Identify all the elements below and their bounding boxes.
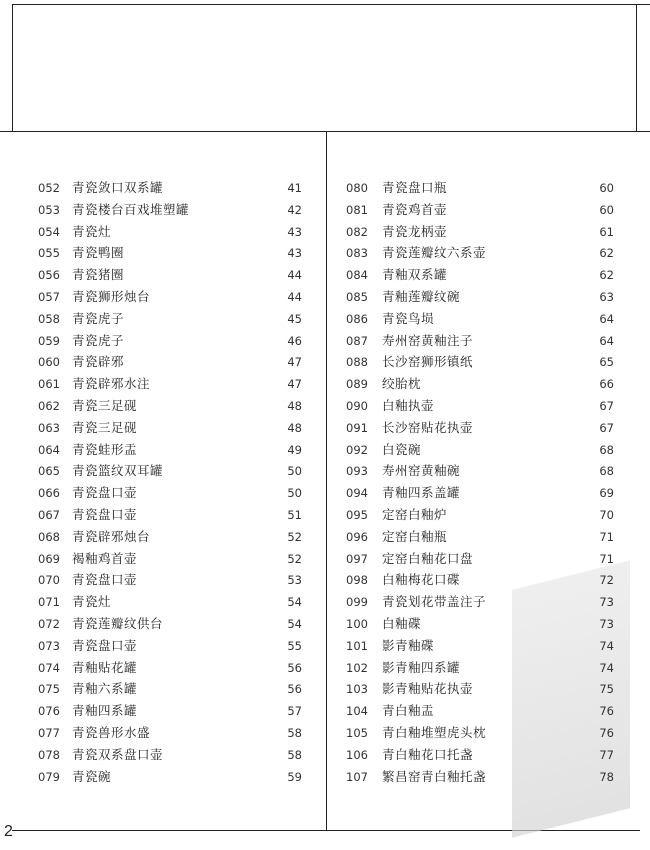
entry-title: 青瓷灶 — [72, 223, 112, 239]
entry-number: 094 — [346, 486, 368, 501]
entry-title: 青白釉盂 — [382, 703, 435, 719]
toc-entry — [346, 200, 614, 220]
toc-entry — [346, 265, 614, 285]
entry-number: 081 — [346, 202, 368, 217]
entry-page: 52 — [287, 529, 302, 544]
toc-entry — [38, 767, 302, 787]
entry-title: 青瓷鸭圈 — [72, 245, 125, 261]
entry-number: 071 — [38, 595, 60, 610]
entry-page: 65 — [599, 355, 614, 370]
entry-page: 66 — [599, 377, 614, 392]
entry-number: 075 — [38, 682, 60, 697]
entry-number: 079 — [38, 769, 60, 784]
entry-page: 60 — [599, 181, 614, 195]
toc-entry — [346, 396, 614, 416]
entry-title: 青瓷莲瓣纹六系壶 — [382, 245, 487, 261]
page-number: 2 — [4, 823, 13, 840]
entry-number: 099 — [346, 595, 368, 610]
entry-page: 70 — [599, 508, 614, 522]
toc-entry — [346, 178, 614, 198]
entry-page: 48 — [287, 420, 302, 435]
entry-page: 57 — [287, 704, 302, 719]
entry-number: 065 — [38, 464, 60, 479]
entry-title: 影青釉贴花执壶 — [382, 681, 474, 697]
toc-entry — [346, 570, 614, 590]
entry-page: 55 — [287, 638, 302, 653]
column-divider — [326, 131, 327, 831]
entry-number: 086 — [346, 311, 368, 326]
footer-divider — [12, 830, 640, 831]
entry-title: 青釉贴花罐 — [72, 659, 138, 675]
entry-title: 青瓷盘口瓶 — [382, 180, 448, 195]
entry-page: 74 — [599, 660, 614, 675]
entry-page: 64 — [599, 333, 614, 348]
entry-title: 青瓷双系盘口壶 — [72, 746, 164, 762]
entry-number: 070 — [38, 573, 60, 588]
entry-page: 67 — [599, 399, 614, 413]
entry-number: 055 — [38, 246, 60, 261]
toc-entry — [38, 200, 302, 220]
entry-title: 青瓷敛口双系罐 — [72, 180, 164, 195]
toc-entry — [346, 483, 614, 503]
entry-number: 064 — [38, 442, 60, 457]
toc-entry — [38, 396, 302, 416]
entry-title: 青瓷篮纹双耳罐 — [72, 463, 164, 479]
entry-page: 74 — [599, 638, 614, 653]
entry-number: 098 — [346, 573, 368, 588]
entry-number: 063 — [38, 420, 60, 435]
entry-page: 76 — [599, 704, 614, 719]
toc-entry — [346, 287, 614, 307]
toc-entry — [346, 723, 614, 743]
toc-entry — [38, 374, 302, 394]
entry-number: 052 — [38, 181, 60, 195]
toc-entry — [38, 331, 302, 351]
entry-page: 50 — [287, 464, 302, 479]
entry-number: 082 — [346, 224, 368, 239]
entry-page: 43 — [287, 246, 302, 261]
entry-number: 057 — [38, 290, 60, 304]
entry-page: 58 — [287, 726, 302, 740]
entry-number: 106 — [346, 747, 368, 762]
entry-page: 41 — [287, 181, 302, 195]
entry-page: 47 — [287, 377, 302, 392]
entry-title: 青瓷盘口壶 — [72, 637, 138, 653]
toc-entry — [346, 461, 614, 481]
toc-entry — [346, 614, 614, 634]
entry-title: 青釉四系盖罐 — [382, 485, 461, 501]
entry-number: 096 — [346, 529, 368, 544]
entry-page: 63 — [599, 290, 614, 304]
entry-number: 060 — [38, 355, 60, 370]
toc-entry — [346, 352, 614, 372]
entry-number: 053 — [38, 202, 60, 217]
toc-entry — [346, 767, 614, 787]
toc-entry — [346, 679, 614, 699]
entry-title: 青瓷划花带盖注子 — [382, 594, 487, 610]
entry-page: 46 — [287, 333, 302, 348]
toc-entry — [38, 440, 302, 460]
entry-title: 白釉执壶 — [382, 398, 435, 413]
toc-entry — [38, 222, 302, 242]
entry-page: 71 — [599, 529, 614, 544]
entry-number: 104 — [346, 704, 368, 719]
entry-page: 68 — [599, 464, 614, 479]
entry-number: 061 — [38, 377, 60, 392]
toc-entry — [346, 527, 614, 547]
entry-page: 44 — [287, 290, 302, 304]
entry-title: 白瓷碗 — [382, 441, 422, 457]
entry-number: 083 — [346, 246, 368, 261]
entry-title: 青白釉堆塑虎头枕 — [382, 725, 487, 740]
entry-number: 058 — [38, 311, 60, 326]
toc-entry — [346, 658, 614, 678]
entry-number: 077 — [38, 726, 60, 740]
toc-entry — [38, 309, 302, 329]
toc-entry — [346, 418, 614, 438]
entry-title: 青瓷盘口壶 — [72, 572, 138, 588]
entry-title: 青瓷辟邪水注 — [72, 376, 151, 392]
entry-title: 青瓷辟邪烛台 — [72, 528, 151, 544]
entry-number: 080 — [346, 181, 368, 195]
toc-entry — [38, 265, 302, 285]
entry-page: 62 — [599, 246, 614, 261]
entry-title: 繁昌窑青白釉托盏 — [382, 768, 487, 784]
toc-entry — [38, 418, 302, 438]
entry-title: 青瓷兽形水盛 — [72, 725, 151, 740]
top-border — [12, 4, 650, 5]
entry-number: 069 — [38, 551, 60, 566]
entry-title: 青瓷盘口壶 — [72, 485, 138, 501]
entry-number: 066 — [38, 486, 60, 501]
entry-number: 095 — [346, 508, 368, 522]
entry-page: 72 — [599, 573, 614, 588]
entry-title: 青瓷盘口壶 — [72, 507, 138, 522]
entry-page: 76 — [599, 726, 614, 740]
entry-page: 43 — [287, 224, 302, 239]
entry-title: 长沙窑狮形镇纸 — [382, 354, 474, 370]
entry-page: 58 — [287, 747, 302, 762]
entry-title: 青瓷莲瓣纹供台 — [72, 616, 164, 631]
entry-page: 78 — [599, 769, 614, 784]
toc-entry — [38, 352, 302, 372]
toc-entry — [38, 287, 302, 307]
entry-title: 褐釉鸡首壶 — [72, 550, 138, 566]
entry-title: 定窑白釉花口盘 — [382, 550, 474, 566]
entry-number: 102 — [346, 660, 368, 675]
entry-title: 青瓷狮形烛台 — [72, 289, 151, 304]
entry-page: 56 — [287, 682, 302, 697]
entry-page: 64 — [599, 311, 614, 326]
entry-number: 101 — [346, 638, 368, 653]
entry-number: 074 — [38, 660, 60, 675]
toc-entry — [38, 549, 302, 569]
toc-entry — [346, 331, 614, 351]
entry-title: 青瓷灶 — [72, 594, 112, 610]
toc-entry — [346, 374, 614, 394]
toc-entry — [346, 636, 614, 656]
toc-entry — [38, 723, 302, 743]
entry-title: 青瓷虎子 — [72, 310, 125, 326]
entry-page: 54 — [287, 595, 302, 610]
entry-number: 097 — [346, 551, 368, 566]
entry-number: 088 — [346, 355, 368, 370]
toc-entry — [346, 592, 614, 612]
entry-number: 093 — [346, 464, 368, 479]
entry-page: 52 — [287, 551, 302, 566]
toc-entry — [346, 309, 614, 329]
toc-entry — [38, 243, 302, 263]
entry-page: 71 — [599, 551, 614, 566]
toc-entry — [346, 701, 614, 721]
entry-number: 056 — [38, 268, 60, 283]
entry-number: 107 — [346, 769, 368, 784]
entry-page: 45 — [287, 311, 302, 326]
toc-entry — [38, 679, 302, 699]
entry-number: 100 — [346, 617, 368, 631]
toc-entry — [38, 614, 302, 634]
entry-page: 73 — [599, 617, 614, 631]
entry-number: 084 — [346, 268, 368, 283]
entry-page: 54 — [287, 617, 302, 631]
toc-entry — [38, 701, 302, 721]
entry-number: 103 — [346, 682, 368, 697]
entry-page: 68 — [599, 442, 614, 457]
entry-page: 77 — [599, 747, 614, 762]
entry-page: 44 — [287, 268, 302, 283]
entry-title: 白釉梅花口碟 — [382, 572, 461, 588]
entry-page: 73 — [599, 595, 614, 610]
entry-number: 068 — [38, 529, 60, 544]
entry-page: 49 — [287, 442, 302, 457]
toc-entry — [38, 636, 302, 656]
entry-title: 白釉碟 — [382, 616, 422, 631]
entry-page: 47 — [287, 355, 302, 370]
entry-title: 青釉双系罐 — [382, 267, 448, 283]
entry-number: 085 — [346, 290, 368, 304]
entry-title: 定窑白釉炉 — [382, 507, 448, 522]
toc-entry — [38, 658, 302, 678]
entry-number: 073 — [38, 638, 60, 653]
entry-page: 42 — [287, 202, 302, 217]
entry-page: 61 — [599, 224, 614, 239]
entry-number: 090 — [346, 399, 368, 413]
entry-title: 青瓷鸟埙 — [382, 310, 435, 326]
entry-title: 长沙窑贴花执壶 — [382, 419, 474, 435]
toc-entry — [38, 461, 302, 481]
entry-number: 087 — [346, 333, 368, 348]
entry-page: 60 — [599, 202, 614, 217]
entry-title: 青瓷碗 — [72, 768, 112, 784]
entry-number: 067 — [38, 508, 60, 522]
entry-title: 影青釉四系罐 — [382, 659, 461, 675]
entry-page: 56 — [287, 660, 302, 675]
entry-title: 寿州窑黄釉注子 — [382, 332, 474, 348]
entry-page: 48 — [287, 399, 302, 413]
entry-title: 青瓷三足砚 — [72, 419, 138, 435]
entry-title: 青瓷鸡首壶 — [382, 201, 448, 217]
toc-entry — [346, 549, 614, 569]
entry-page: 50 — [287, 486, 302, 501]
entry-number: 076 — [38, 704, 60, 719]
header-divider — [0, 131, 650, 132]
entry-number: 091 — [346, 420, 368, 435]
entry-title: 青瓷蛙形盂 — [72, 441, 138, 457]
toc-entry — [38, 592, 302, 612]
entry-title: 寿州窑黄釉碗 — [382, 463, 461, 479]
toc-entry — [346, 440, 614, 460]
toc-entry — [38, 527, 302, 547]
entry-page: 53 — [287, 573, 302, 588]
entry-number: 105 — [346, 726, 368, 740]
entry-title: 青瓷楼台百戏堆塑罐 — [72, 201, 190, 217]
toc-entry — [38, 483, 302, 503]
entry-page: 75 — [599, 682, 614, 697]
toc-entry — [38, 745, 302, 765]
toc-entry — [346, 505, 614, 525]
toc-entry — [346, 222, 614, 242]
entry-number: 092 — [346, 442, 368, 457]
entry-title: 青白釉花口托盏 — [382, 746, 474, 762]
entry-number: 078 — [38, 747, 60, 762]
frame-right-edge — [636, 4, 637, 132]
toc-entry — [346, 745, 614, 765]
toc-entry — [346, 243, 614, 263]
entry-page: 67 — [599, 420, 614, 435]
frame-left-edge — [12, 4, 13, 132]
entry-title: 青瓷三足砚 — [72, 398, 138, 413]
entry-number: 062 — [38, 399, 60, 413]
entry-number: 089 — [346, 377, 368, 392]
entry-title: 青瓷虎子 — [72, 332, 125, 348]
entry-page: 59 — [287, 769, 302, 784]
entry-title: 青瓷辟邪 — [72, 354, 125, 370]
entry-title: 青釉莲瓣纹碗 — [382, 289, 461, 304]
entry-title: 绞胎枕 — [382, 376, 422, 392]
entry-page: 62 — [599, 268, 614, 283]
toc-entry — [38, 570, 302, 590]
toc-entry — [38, 178, 302, 198]
entry-title: 定窑白釉瓶 — [382, 528, 448, 544]
entry-title: 青釉六系罐 — [72, 681, 138, 697]
entry-number: 054 — [38, 224, 60, 239]
entry-page: 69 — [599, 486, 614, 501]
entry-number: 059 — [38, 333, 60, 348]
entry-page: 51 — [287, 508, 302, 522]
entry-title: 青瓷龙柄壶 — [382, 223, 448, 239]
entry-title: 青瓷猪圈 — [72, 267, 125, 283]
entry-title: 影青釉碟 — [382, 637, 435, 653]
entry-title: 青釉四系罐 — [72, 703, 138, 719]
entry-number: 072 — [38, 617, 60, 631]
toc-entry — [38, 505, 302, 525]
